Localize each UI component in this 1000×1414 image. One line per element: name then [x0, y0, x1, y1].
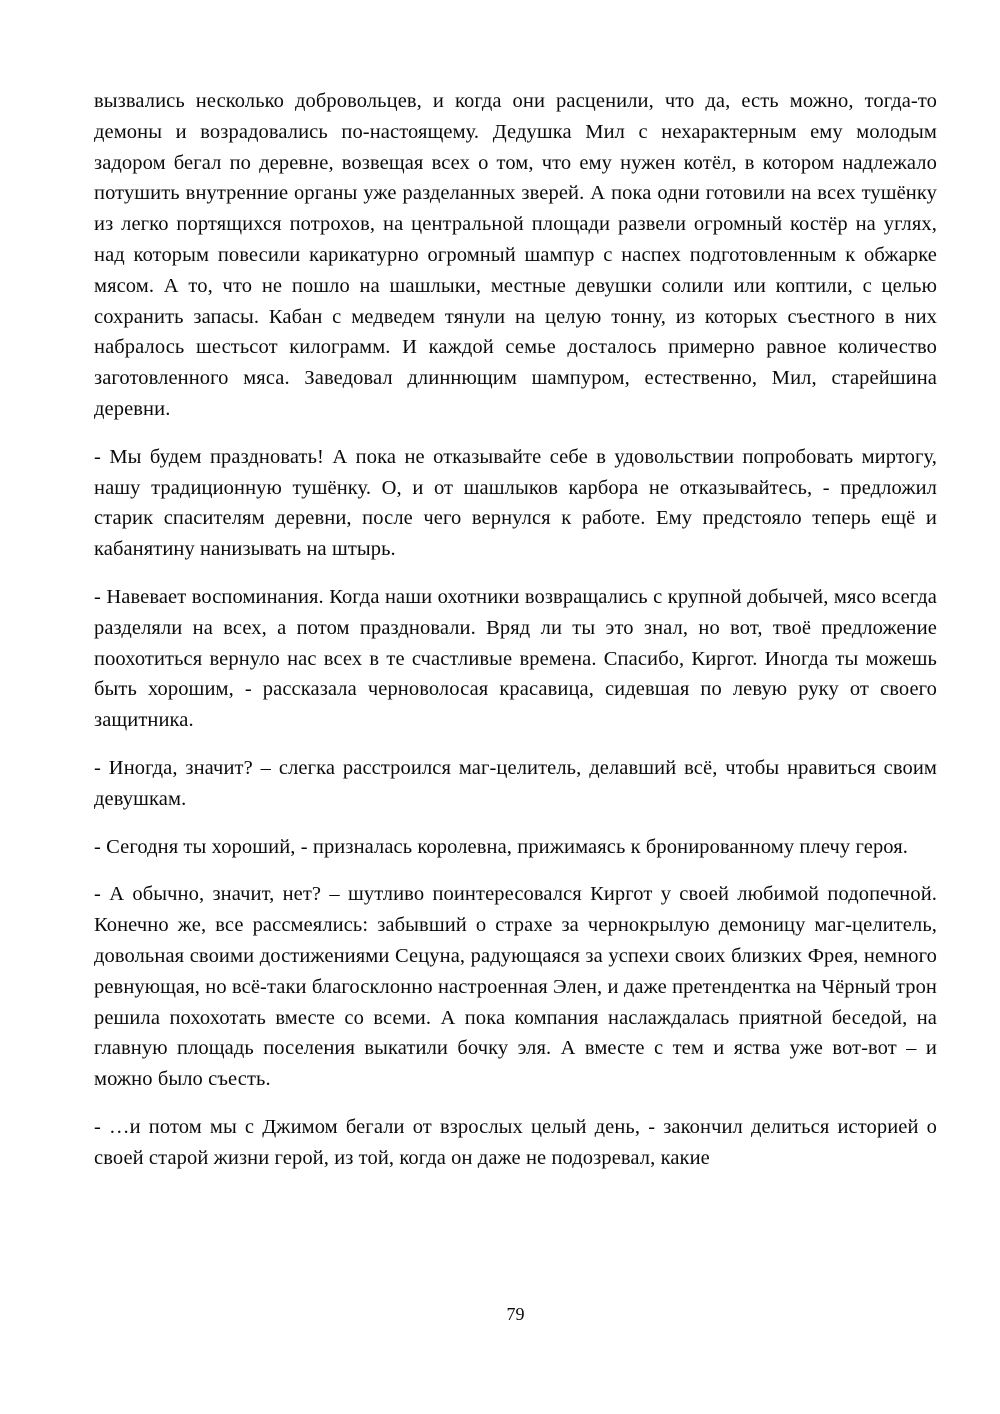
- paragraph: вызвались несколько добровольцев, и когда они расценили, что да, есть можно, тогда-то демоны и возрадовались по-настоящему. Дедушка Мил с нехарактерным ему молодым задором бегал по деревне, возвещая всех о том, что ему нужен котёл, в котором надлежало потушить внутренние органы уже разделанных зверей. А пока одни готовили на всех тушёнку из легко портящихся потрохов, на центральной площади развели огромный костёр на углях, над которым повесили карикатурно огромный шампур с наспех подготовленным к обжарке мясом. А то, что не пошло на шашлыки, местные девушки солили или коптили, с целью сохранить запасы. Кабан с медведем тянули на целую тонну, из которых съестного в них набралось шестьсот килограмм. И каждой семье досталось примерно равное количество заготовленного мяса. Заведовал длиннющим шампуром, естественно, Мил, старейшина деревни.: [94, 90, 937, 420]
- paragraph: - …и потом мы с Джимом бегали от взрослых целый день, - закончил делиться историей о своей старой жизни герой, из той, когда он даже не подозревал, какие: [94, 1115, 937, 1169]
- paragraph: - Сегодня ты хороший, - призналась королевна, прижимаясь к бронированному плечу героя.: [94, 835, 909, 858]
- paragraph: - А обычно, значит, нет? – шутливо поинтересовался Киргот у своей любимой подопечной. Конечно же, все рассмеялись: забывший о страхе за чернокрылую демоницу маг-целитель, довольная своими достижениями Сецуна, радующаяся за успехи своих близких Фрея, немного ревнующая, но всё-таки благосклонно настроенная Элен, и даже претендентка на Чёрный трон решила похохотать вместе со всеми. А пока компания наслаждалась приятной беседой, на главную площадь поселения выкатили бочку эля. А вместе с тем и яства уже вот-вот – и можно было съесть.: [94, 883, 937, 1091]
- paragraph: - Навевает воспоминания. Когда наши охотники возвращались с крупной добычей, мясо всегда разделяли на всех, а потом праздновали. Вряд ли ты это знал, но вот, твоё предложение поохотиться вернуло нас всех в те счастливые времена. Спасибо, Киргот. Иногда ты можешь быть хорошим, - рассказала черноволосая красавица, сидевшая по левую руку от своего защитника.: [94, 585, 937, 732]
- page-number: 79: [506, 1304, 525, 1324]
- paragraph: - Иногда, значит? – слегка расстроился маг-целитель, делавший всё, чтобы нравиться своим девушкам.: [94, 756, 937, 810]
- paragraph: - Мы будем праздновать! А пока не отказывайте себе в удовольствии попробовать миртогу, нашу традиционную тушёнку. О, и от шашлыков карбора не отказывайтесь, - предложил старик спасителям деревни, после чего вернулся к работе. Ему предстояло теперь ещё и кабанятину нанизывать на штырь.: [94, 445, 937, 561]
- page-text: [94, 86, 937, 1174]
